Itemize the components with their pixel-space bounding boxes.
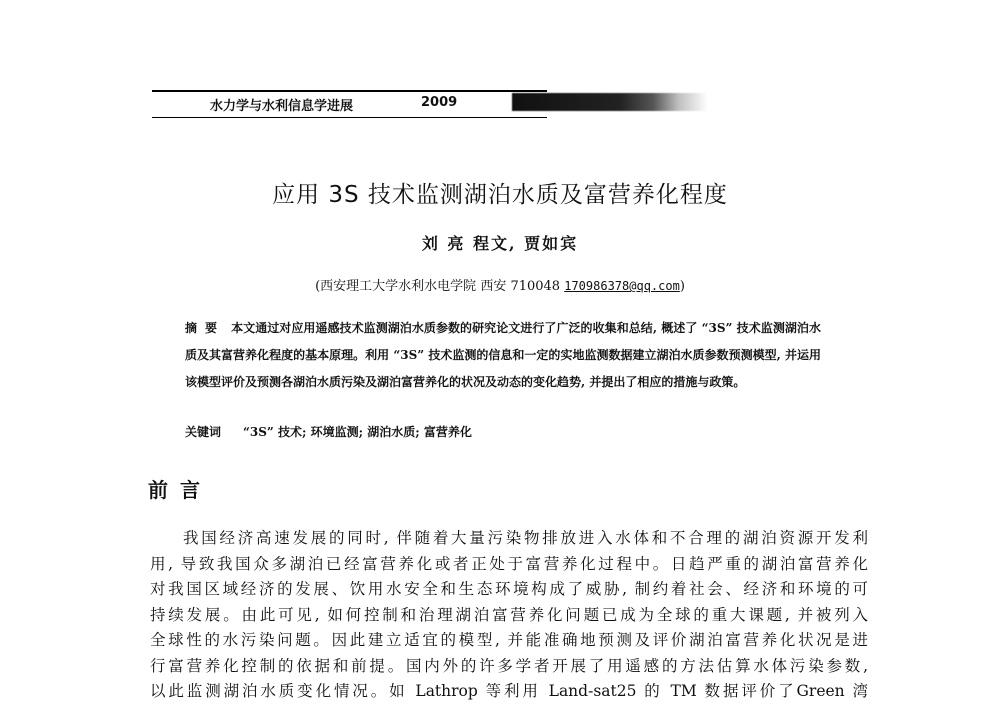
abstract (185, 315, 821, 396)
body-line: 持续发展。由此可见, 如何控制和治理湖泊富营养化问题已成为全球的重大课题, 并被列入 (150, 605, 868, 624)
body-line: 全球性的水污染问题。因此建立适宜的模型, 并能准确地预测及评价湖泊富营养化状况是进 (150, 631, 868, 649)
header-top-rule (152, 90, 547, 92)
affiliation (0, 275, 1000, 294)
body-line: 对我国区域经济的发展、饮用水安全和生态环境构成了威胁, 制约着社会、经济和环境的可 (150, 580, 868, 598)
section-title: 前言 (148, 478, 212, 502)
keywords-label: 关键词 (185, 425, 222, 439)
body-paragraph (150, 526, 868, 705)
affiliation-text: (西安理工大学水利水电学院 西安 710048 (315, 279, 565, 294)
abstract-label: 摘要 (185, 321, 226, 335)
body-line: 我国经济高速发展的同时, 伴随着大量污染物排放进入水体和不合理的湖泊资源开发利 (183, 529, 868, 547)
keywords (185, 423, 821, 440)
abstract-text: 本文通过对应用遥感技术监测湖泊水质参数的研究论文进行了广泛的收集和总结, 概述了 “3S” 技术监测湖泊水质及其富营养化程度的基本原理。利用 “3S” 技术监测的信息和一定的实地监测数据建立湖泊水质参数预测模型, 并运用该模型评价及预测各湖泊水质污染及湖泊富营养化的状况及动态的变化趋势, 并提出了相应的措施与政策。 (185, 321, 821, 389)
journal-year: 2009 (421, 95, 458, 110)
paper-title: 应用 3S 技术监测湖泊水质及富营养化程度 (272, 182, 728, 208)
paper-authors: 刘 亮 程文, 贾如宾 (421, 234, 579, 253)
header-bottom-rule (152, 117, 547, 118)
affiliation-close: ) (679, 279, 685, 294)
body-line: 行富营养化控制的依据和前提。国内外的许多学者开展了用遥感的方法估算水体污染参数, (150, 656, 868, 675)
journal-name: 水力学与水利信息学进展 (210, 99, 354, 114)
body-line: 用, 导致我国众多湖泊已经富营养化或者正处于富营养化过程中。日趋严重的湖泊富营养化 (150, 554, 868, 573)
author-email: 170986378@qq.com (564, 279, 680, 293)
body-line: 以此监测湖泊水质变化情况。如 Lathrop 等利用 Land-sat25 的 TM 数据评价了Green 湾 (150, 682, 868, 700)
scan-smudge-mark (512, 93, 708, 111)
keywords-text: “3S” 技术; 环境监测; 湖泊水质; 富营养化 (243, 425, 472, 439)
